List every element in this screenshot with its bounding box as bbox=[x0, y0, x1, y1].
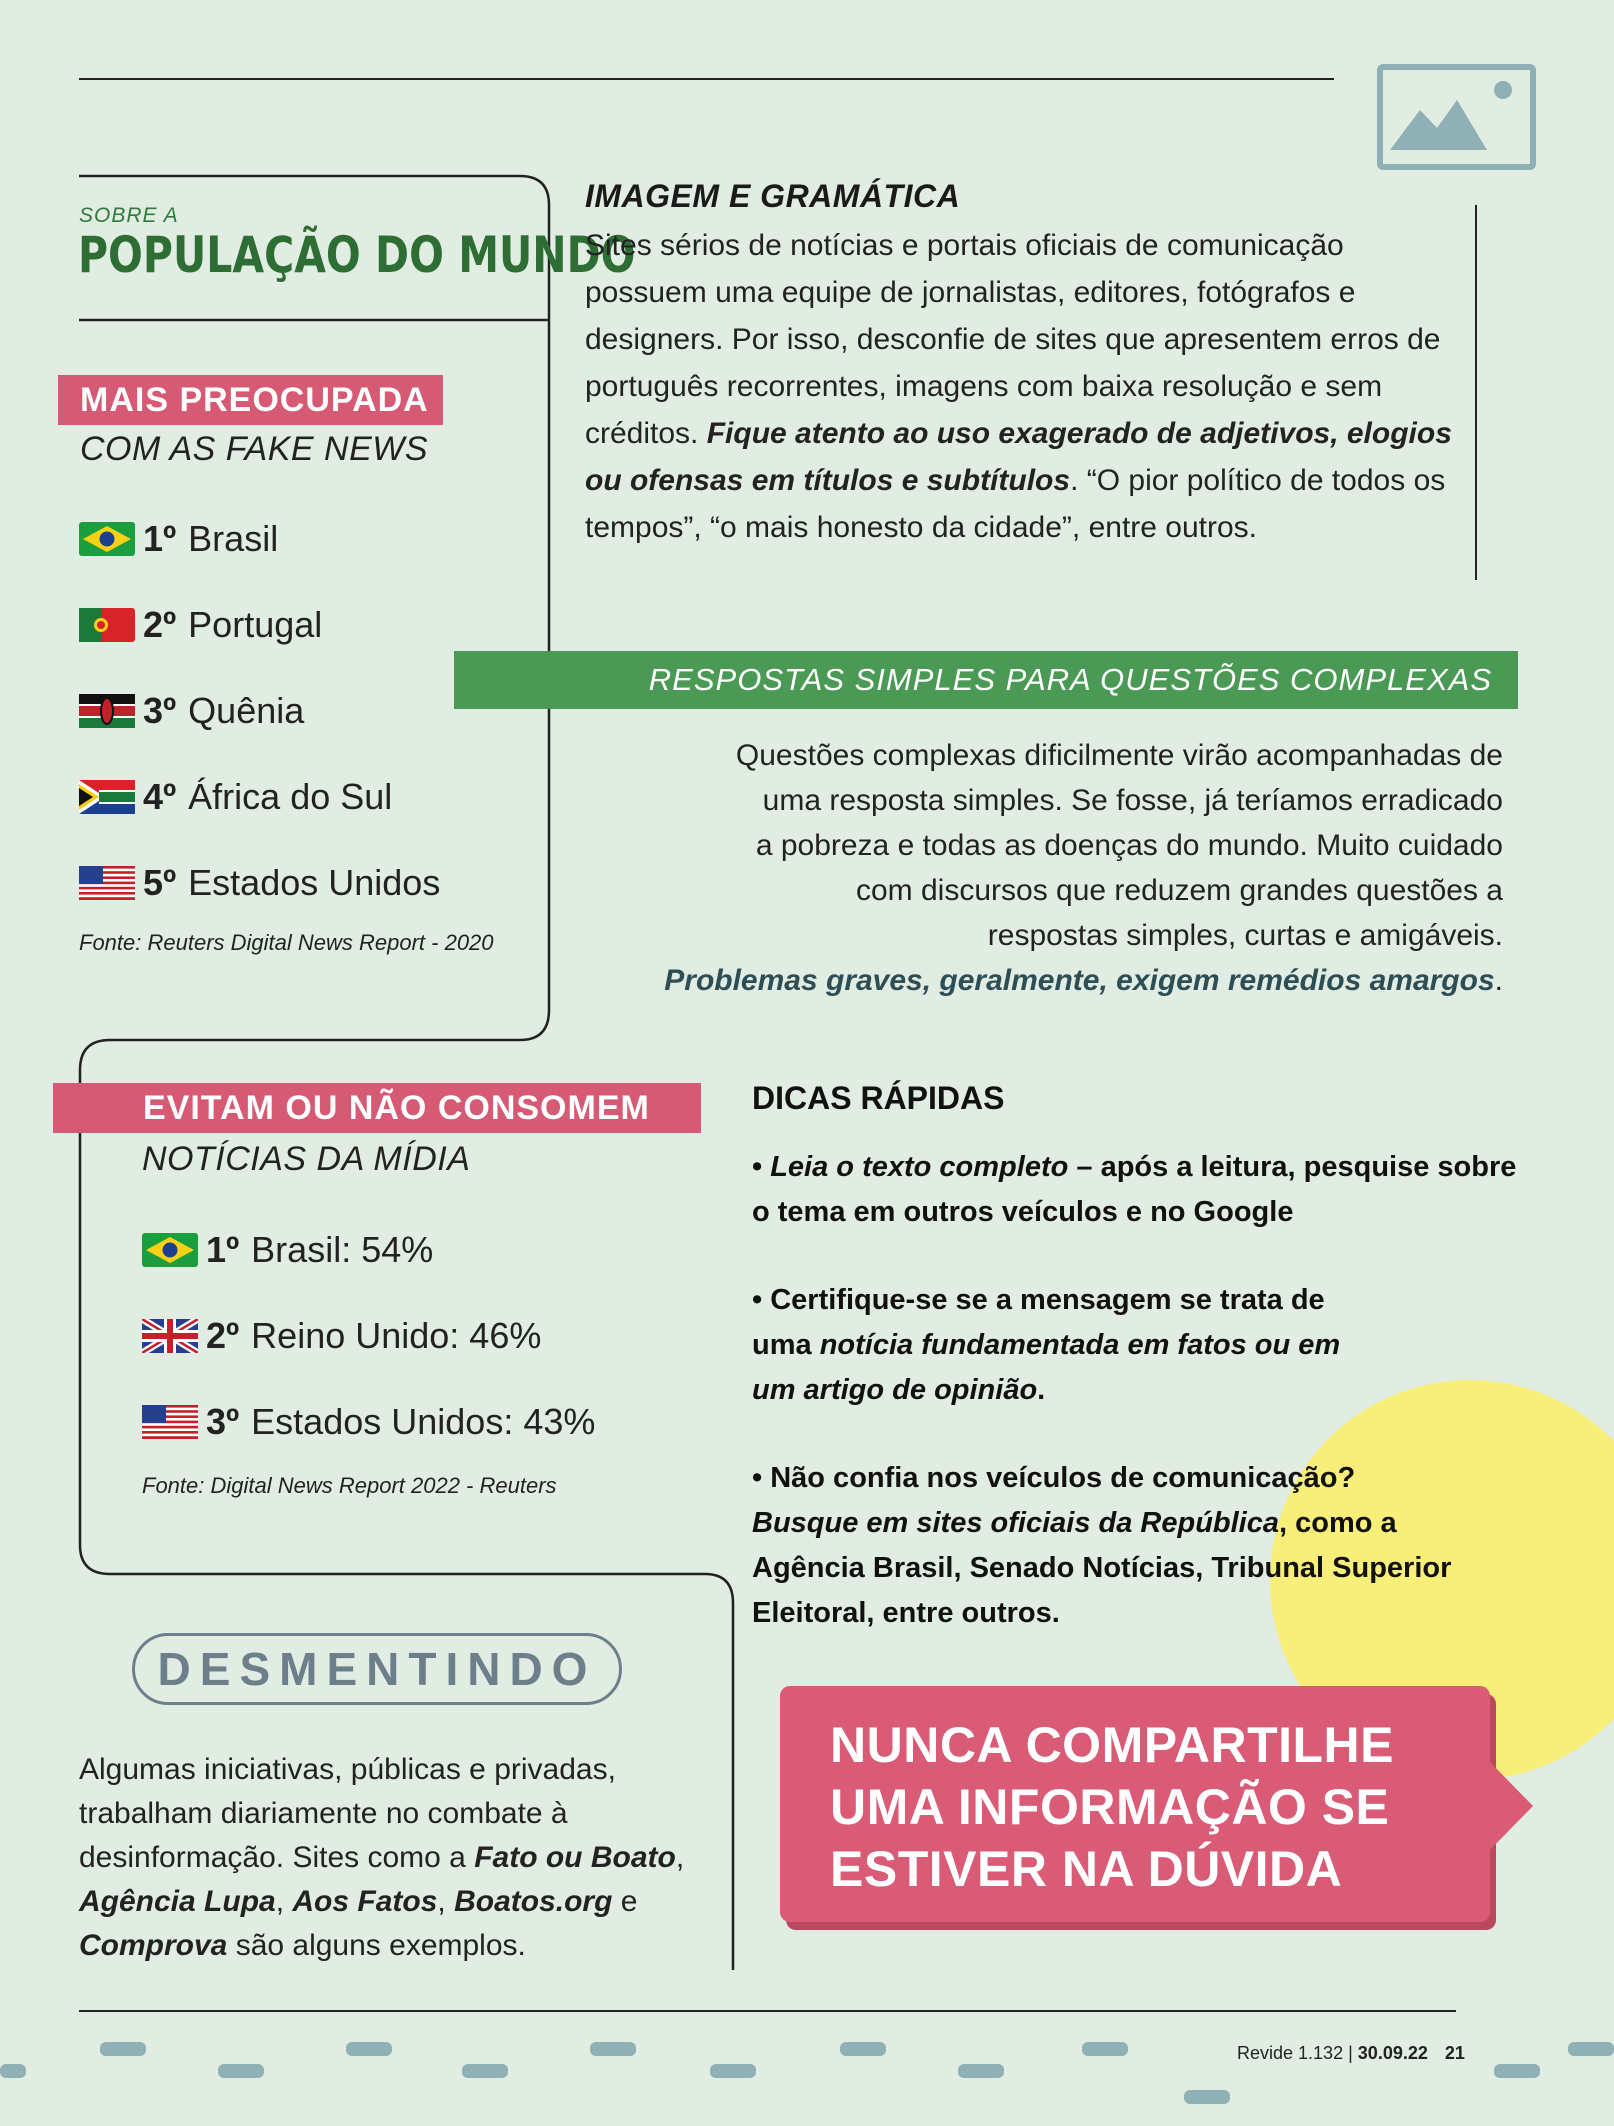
country-name: Quênia bbox=[188, 690, 305, 731]
tip1-emphasis: Leia o texto completo bbox=[770, 1151, 1069, 1183]
tip3-text: Não confia nos veículos de comunicação? bbox=[770, 1462, 1356, 1494]
callout-line: NUNCA COMPARTILHE bbox=[830, 1717, 1395, 1773]
avoid-news-subtitle: NOTÍCIAS DA MÍDIA bbox=[142, 1140, 471, 1178]
uk-flag-icon bbox=[142, 1319, 198, 1353]
site-boatos-org: Boatos.org bbox=[454, 1885, 613, 1918]
fake-news-rank-item bbox=[79, 518, 278, 560]
site-comprova: Comprova bbox=[79, 1929, 228, 1962]
imagem-text-emphasis: Fique atento ao uso exagerado de adjetivos, elogios ou ofensas em títulos e subtítulos bbox=[585, 417, 1452, 497]
respostas-highlight-end: . bbox=[1494, 964, 1503, 997]
respostas-paragraph bbox=[560, 733, 1503, 1003]
desmentindo-paragraph bbox=[79, 1748, 709, 1968]
separator: e bbox=[612, 1885, 638, 1918]
fake-news-banner: MAIS PREOCUPADA bbox=[58, 375, 443, 425]
footer-page-number: 21 bbox=[1444, 2043, 1465, 2063]
imagem-side-rule bbox=[1475, 205, 1477, 580]
dicas-tip-2 bbox=[752, 1278, 1382, 1413]
respostas-line: com discursos que reduzem grandes questões a bbox=[855, 874, 1503, 907]
rank-number: 4º bbox=[143, 776, 177, 817]
rank-number: 1º bbox=[206, 1229, 240, 1270]
callout-box bbox=[780, 1686, 1490, 1922]
portugal-flag-icon bbox=[79, 608, 135, 642]
separator: , bbox=[275, 1885, 293, 1918]
desmentindo-text-end: são alguns exemplos. bbox=[227, 1929, 526, 1962]
usa-flag-icon bbox=[142, 1405, 198, 1439]
country-name: Estados Unidos: 43% bbox=[251, 1401, 596, 1442]
fake-news-rank-item bbox=[79, 862, 440, 904]
bullet-icon: • bbox=[752, 1462, 763, 1494]
callout-arrow-icon bbox=[1488, 1760, 1538, 1860]
fake-news-source: Fonte: Reuters Digital News Report - 2020 bbox=[79, 930, 494, 955]
bullet-icon: • bbox=[752, 1284, 763, 1316]
landscape-frame-icon bbox=[1375, 62, 1540, 179]
imagem-text-1: Sites sérios de notícias e portais oficiais de comunicação possuem uma equipe de jornalistas, editores, fotógrafos e designers. Por isso, desconfie de sites que apresentem erros de português recorrentes, imagens com baixa resolução e sem créditos. bbox=[585, 229, 1441, 450]
tip2-text: Certifique-se se a mensagem se trata de uma bbox=[752, 1284, 1325, 1361]
rank-number: 2º bbox=[206, 1315, 240, 1356]
callout-line: UMA INFORMAÇÃO SE bbox=[830, 1779, 1390, 1835]
country-name: Portugal bbox=[188, 604, 323, 645]
usa-flag-icon bbox=[79, 866, 135, 900]
bottom-dash-decoration bbox=[0, 2030, 1614, 2126]
footer-separator: | bbox=[1348, 2043, 1353, 2063]
site-aos-fatos: Aos Fatos bbox=[292, 1885, 438, 1918]
country-name: Brasil bbox=[188, 518, 279, 559]
tip2-end: . bbox=[1037, 1374, 1046, 1406]
avoid-news-rank-item bbox=[142, 1315, 541, 1357]
fake-news-rank-item bbox=[79, 690, 304, 732]
avoid-news-rank-item bbox=[142, 1229, 433, 1271]
brazil-flag-icon bbox=[79, 522, 135, 556]
country-name: Reino Unido: 46% bbox=[251, 1315, 542, 1356]
footer-date: 30.09.22 bbox=[1357, 2043, 1428, 2063]
separator: , bbox=[675, 1841, 685, 1874]
respostas-line: uma resposta simples. Se fosse, já teríamos erradicado bbox=[762, 784, 1503, 817]
separator: , bbox=[437, 1885, 455, 1918]
kenya-flag-icon bbox=[79, 694, 135, 728]
rank-number: 3º bbox=[143, 690, 177, 731]
fake-news-rank-item bbox=[79, 604, 322, 646]
country-name: Estados Unidos bbox=[188, 862, 441, 903]
dicas-tip-3 bbox=[752, 1456, 1462, 1636]
rank-number: 3º bbox=[206, 1401, 240, 1442]
imagem-text-2: . “O pior político de todos os tempos”, “o mais honesto da cidade”, entre outros. bbox=[585, 464, 1446, 544]
avoid-news-rank-item bbox=[142, 1401, 595, 1443]
tip3-rest: , como a Agência Brasil, Senado Notícias, Tribunal Superior Eleitoral, entre outros. bbox=[752, 1507, 1452, 1629]
callout-line: ESTIVER NA DÚVIDA bbox=[830, 1841, 1343, 1897]
country-name: África do Sul bbox=[188, 776, 393, 817]
rank-number: 1º bbox=[143, 518, 177, 559]
south-africa-flag-icon bbox=[79, 780, 135, 814]
respostas-line: a pobreza e todas as doenças do mundo. Muito cuidado bbox=[755, 829, 1503, 862]
rank-number: 2º bbox=[143, 604, 177, 645]
country-name: Brasil: 54% bbox=[251, 1229, 434, 1270]
desmentindo-text: Algumas iniciativas, públicas e privadas, trabalham diariamente no combate à desinformação. Sites como a bbox=[79, 1753, 616, 1874]
section-kicker: SOBRE A bbox=[79, 204, 179, 227]
tip2-emphasis: notícia fundamentada em fatos ou em um artigo de opinião bbox=[752, 1329, 1341, 1406]
fake-news-rank-item bbox=[79, 776, 392, 818]
respostas-line: respostas simples, curtas e amigáveis. bbox=[987, 919, 1503, 952]
imagem-paragraph bbox=[585, 222, 1465, 551]
respostas-bar: RESPOSTAS SIMPLES PARA QUESTÕES COMPLEXAS bbox=[454, 651, 1518, 709]
imagem-heading: IMAGEM E GRAMÁTICA bbox=[585, 178, 961, 214]
desmentindo-label: DESMENTINDO bbox=[132, 1633, 622, 1705]
population-title: POPULAÇÃO DO MUNDO bbox=[78, 226, 636, 284]
rank-number: 5º bbox=[143, 862, 177, 903]
bullet-icon: • bbox=[752, 1151, 763, 1183]
brazil-flag-icon bbox=[142, 1233, 198, 1267]
site-agencia-lupa: Agência Lupa bbox=[79, 1885, 276, 1918]
tip1-text: – após a leitura, pesquise sobre o tema em outros veículos e no Google bbox=[752, 1151, 1517, 1228]
site-fato-ou-boato: Fato ou Boato bbox=[474, 1841, 676, 1874]
dicas-heading: DICAS RÁPIDAS bbox=[752, 1080, 1005, 1116]
fake-news-subtitle: COM AS FAKE NEWS bbox=[80, 430, 429, 468]
bottom-divider bbox=[79, 2010, 1456, 2012]
avoid-news-banner: EVITAM OU NÃO CONSOMEM bbox=[53, 1083, 701, 1133]
respostas-highlight: Problemas graves, geralmente, exigem remédios amargos bbox=[664, 964, 1495, 997]
footer-magazine: Revide 1.132 bbox=[1237, 2043, 1344, 2063]
avoid-news-source: Fonte: Digital News Report 2022 - Reuters bbox=[142, 1473, 557, 1498]
tip3-emphasis: Busque em sites oficiais da República bbox=[752, 1507, 1279, 1539]
dicas-tip-1 bbox=[752, 1145, 1532, 1235]
respostas-line: Questões complexas dificilmente virão acompanhadas de bbox=[735, 739, 1503, 772]
